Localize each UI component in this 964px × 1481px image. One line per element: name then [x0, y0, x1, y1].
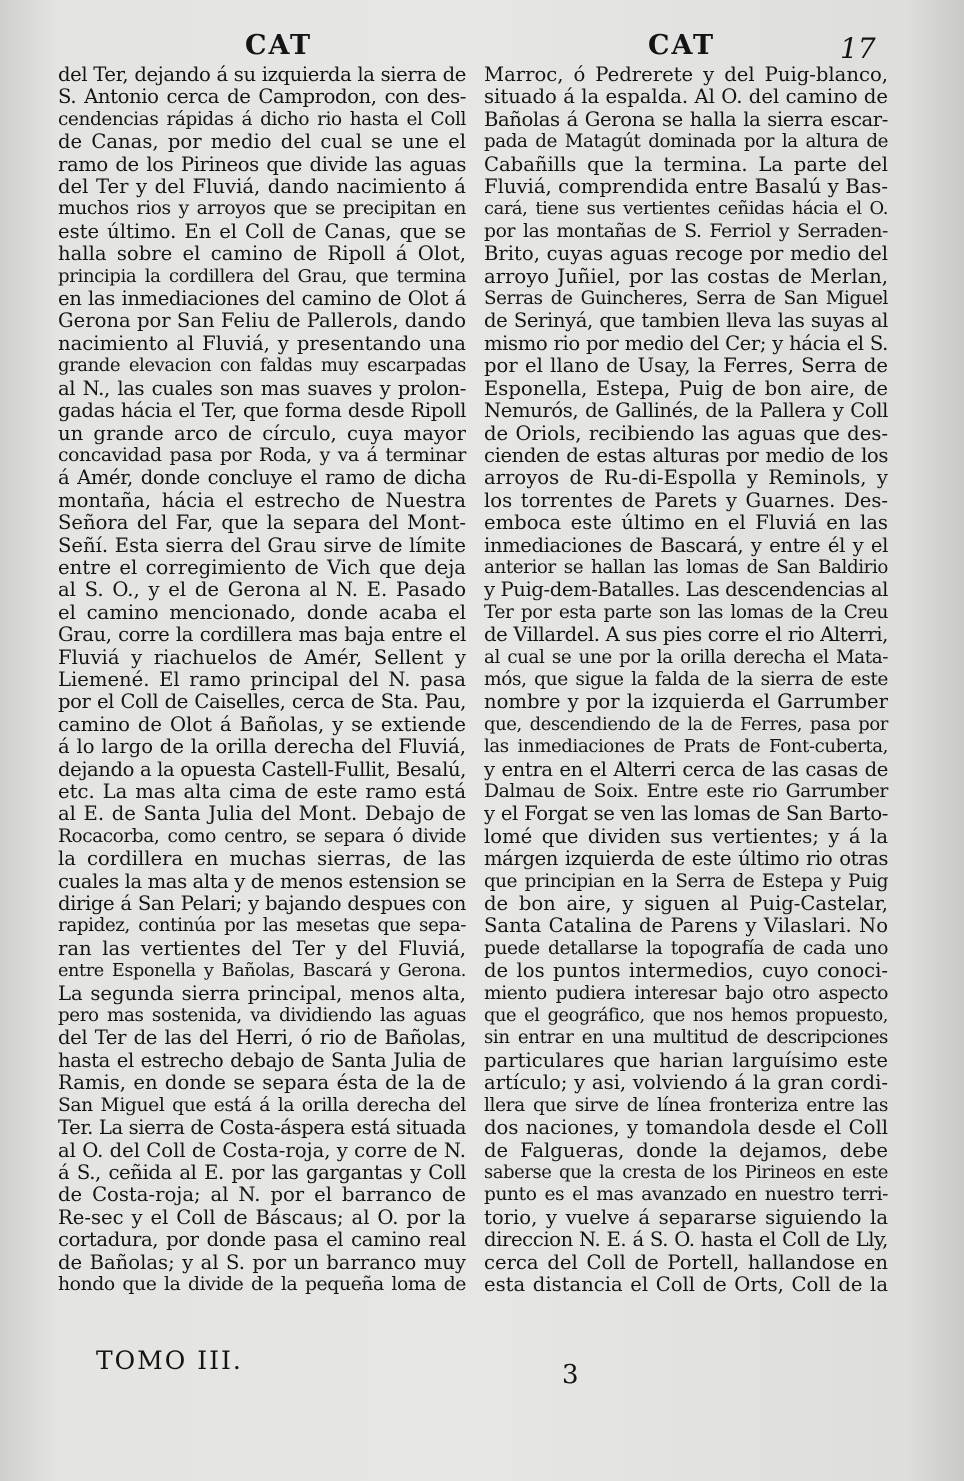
text-line: nacimiento al Fluviá, y presentando una — [58, 331, 466, 355]
text-line: emboca este último en el Fluviá en las — [484, 511, 888, 535]
text-line: camino de Olot á Bañolas, y se extiende — [58, 712, 466, 736]
text-line: de Falgueras, donde la dejamos, debe — [484, 1138, 888, 1162]
text-line: Ramis, en donde se separa ésta de la de — [58, 1071, 466, 1095]
text-line: la cordillera en muchas sierras, de las — [58, 847, 466, 871]
text-line: anterior se hallan las lomas de San Baldirio — [484, 556, 888, 578]
text-line: arroyo Juñiel, por las costas de Merlan, — [484, 264, 888, 288]
text-line: dos naciones, y tomandola desde el Coll — [484, 1116, 888, 1140]
text-line: al S. O., y el de Gerona al N. E. Pasado — [58, 578, 466, 602]
text-line: direccion N. E. á S. O. hasta el Coll de Lly, — [484, 1228, 888, 1252]
text-line: Señí. Esta sierra del Grau sirve de límite — [58, 533, 466, 557]
text-line: de Bañolas; y al S. por un barranco muy — [58, 1250, 466, 1274]
text-line: Ter por esta parte son las lomas de la Creu — [484, 601, 888, 623]
text-line: de los puntos intermedios, cuyo conoci- — [484, 959, 888, 983]
text-line: saberse que la cresta de los Pirineos en este — [484, 1161, 888, 1183]
running-head-right: CAT — [648, 30, 716, 61]
text-line: esta distancia el Coll de Orts, Coll de la — [484, 1272, 888, 1296]
text-line: entre el corregimiento de Vich que deja — [58, 555, 466, 579]
text-line: hasta el estrecho debajo de Santa Julia de — [58, 1048, 466, 1072]
text-line: grande elevacion con faldas muy escarpadas — [58, 355, 466, 377]
text-line: un grande arco de círculo, cuya mayor — [58, 421, 466, 445]
text-line: miento pudiera interesar bajo otro aspecto — [484, 982, 888, 1004]
text-line: Rocacorba, como centro, se separa ó divide — [58, 825, 466, 847]
text-line: el camino mencionado, donde acaba el — [58, 600, 466, 624]
text-line: de Canas, por medio del cual se une el — [58, 130, 466, 154]
text-line: Nemurós, de Gallinés, de la Pallera y Coll — [484, 399, 888, 423]
text-line: de Costa-roja; al N. por el barranco de — [58, 1183, 466, 1207]
text-line: al cual se une por la orilla derecha el Mata- — [484, 646, 888, 668]
text-line: de Serinyá, que tambien lleva las suyas al — [484, 309, 888, 333]
text-line: mismo rio por medio del Cer; y hácia el S. — [484, 331, 888, 355]
text-line: Re-sec y el Coll de Báscaus; al O. por la — [58, 1205, 466, 1229]
text-line: á Amér, donde concluye el ramo de dicha — [58, 466, 466, 490]
running-head-left: CAT — [245, 30, 313, 61]
text-line: principia la cordillera del Grau, que termina — [58, 265, 466, 287]
text-line: etc. La mas alta cima de este ramo está — [58, 780, 466, 803]
text-line: dejando a la opuesta Castell-Fullit, Besalú, — [58, 757, 466, 781]
text-line: dirige á San Pelari; y bajando despues con — [58, 892, 466, 916]
text-line: por el Coll de Caiselles, cerca de Sta. Pau, — [58, 690, 466, 714]
text-line: que principian en la Serra de Estepa y Puig — [484, 870, 888, 892]
text-line: Señora del Far, que la separa del Mont- — [58, 511, 466, 535]
text-line: Serras de Guincheres, Serra de San Miguel — [484, 288, 888, 310]
text-line: muchos rios y arroyos que se precipitan en — [58, 198, 466, 220]
text-line: cerca del Coll de Portell, hallandose en — [484, 1250, 888, 1274]
text-line: hondo que la divide de la pequeña loma de — [58, 1273, 466, 1295]
text-line: inmediaciones de Bascará, y entre él y el — [484, 533, 888, 557]
page-number: 17 — [840, 32, 876, 65]
text-line: que, descendiendo de la de Ferres, pasa por — [484, 713, 888, 735]
text-line: Brito, cuyas aguas recoge por medio del — [484, 242, 888, 266]
text-line: del Ter, dejando á su izquierda la sierra de — [58, 63, 466, 86]
text-line: Ter. La sierra de Costa-áspera está situada — [58, 1116, 466, 1140]
text-line: á S., ceñida al E. por las gargantas y Coll — [58, 1160, 466, 1184]
text-line: ramo de los Pirineos que divide las aguas — [58, 152, 466, 176]
text-line: Dalmau de Soix. Entre este rio Garrumber — [484, 781, 888, 802]
text-line: torio, y vuelve á separarse siguiendo la — [484, 1205, 888, 1229]
text-line: particulares que harian larguísimo este — [484, 1048, 888, 1072]
text-line: artículo; y asi, volviendo á la gran cordi- — [484, 1071, 888, 1095]
text-line: por el llano de Usay, la Ferres, Serra de — [484, 354, 888, 378]
text-line: este último. En el Coll de Canas, que se — [58, 219, 466, 243]
text-line: cuales la mas alta y de menos estension se — [58, 869, 466, 893]
text-line: rapidez, continúa por las mesetas que sepa- — [58, 915, 466, 937]
text-line: y el Forgat se ven las lomas de San Barto- — [484, 802, 888, 826]
text-line: de bon aire, y siguen al Puig-Castelar, — [484, 892, 888, 916]
text-line: Grau, corre la cordillera mas baja entre el — [58, 623, 466, 647]
text-line: S. Antonio cerca de Camprodon, con des- — [58, 85, 466, 109]
text-line: lomé que dividen sus vertientes; y á la — [484, 824, 888, 848]
left-column — [58, 64, 466, 1296]
text-line: del Ter de las del Herri, ó rio de Bañolas, — [58, 1026, 466, 1050]
text-line: Liemené. El ramo principal del N. pasa — [58, 667, 466, 691]
text-line: Bañolas á Gerona se halla la sierra escar- — [484, 107, 888, 131]
text-line: llera que sirve de línea fronteriza entre las — [484, 1094, 888, 1116]
text-line: pero mas sostenida, va dividiendo las aguas — [58, 1005, 466, 1027]
text-line: en las inmediaciones del camino de Olot á — [58, 287, 466, 311]
text-line: Marroc, ó Pedrerete y del Puig-blanco, — [484, 63, 888, 86]
text-line: Fluviá, comprendida entre Basalú y Bas- — [484, 175, 888, 199]
right-column — [484, 64, 888, 1296]
text-line: Fluviá y riachuelos de Amér, Sellent y — [58, 645, 466, 669]
text-line: sin entrar en una multitud de descripciones — [484, 1027, 888, 1049]
text-line: cienden de estas alturas por medio de los — [484, 443, 888, 467]
signature-mark: 3 — [562, 1360, 579, 1390]
text-line: de Villardel. A sus pies corre el rio Alterri, — [484, 623, 888, 647]
text-line: situado á la espalda. Al O. del camino de — [484, 85, 888, 109]
text-line: nombre y por la izquierda el Garrumber — [484, 690, 888, 714]
text-line: montaña, hácia el estrecho de Nuestra — [58, 488, 466, 512]
text-line: punto es el mas avanzado en nuestro terri- — [484, 1184, 888, 1206]
text-line: Gerona por San Feliu de Pallerols, dando — [58, 309, 466, 333]
text-line: ran las vertientes del Ter y del Fluviá, — [58, 936, 466, 960]
text-line: que el geográfico, que nos hemos propuesto, — [484, 1006, 888, 1027]
text-line: mós, que sigue la falda de la sierra de este — [484, 668, 888, 690]
text-line: y Puig-dem-Batalles. Las descendencias al — [484, 578, 889, 602]
text-line: márgen izquierda de este último rio otras — [484, 847, 888, 871]
volume-label: TOMO III. — [96, 1346, 243, 1375]
text-line: arroyos de Ru-di-Espolla y Reminols, y — [484, 466, 888, 490]
text-line: puede detallarse la topografía de cada uno — [484, 937, 888, 959]
text-line: cará, tiene sus vertientes ceñidas hácia el O. — [484, 198, 888, 220]
text-line: gadas hácia el Ter, que forma desde Ripoll — [58, 399, 466, 423]
text-line: las inmediaciones de Prats de Font-cuberta, — [484, 736, 888, 758]
text-line: cortadura, por donde pasa el camino real — [58, 1228, 466, 1252]
text-line: San Miguel que está á la orilla derecha del — [58, 1094, 466, 1116]
text-line: por las montañas de S. Ferriol y Serraden- — [484, 220, 888, 242]
text-line: Santa Catalina de Parens y Vilaslari. No — [484, 914, 888, 938]
text-line: los torrentes de Parets y Guarnes. Des- — [484, 488, 888, 512]
text-line: cendencias rápidas á dicho rio hasta el Coll — [58, 108, 466, 130]
text-line: del Ter y del Fluviá, dando nacimiento á — [58, 175, 466, 199]
text-line: pada de Matagút dominada por la altura de — [484, 131, 888, 153]
text-line: de Oriols, recibiendo las aguas que des- — [484, 421, 888, 445]
text-line: Cabañills que la termina. La parte del — [484, 152, 888, 176]
text-line: al N., las cuales son mas suaves y prolon- — [58, 376, 466, 400]
text-line: concavidad pasa por Roda, y va á terminar — [58, 444, 466, 466]
text-line: Esponella, Estepa, Puig de bon aire, de — [484, 376, 888, 400]
text-line: y entra en el Alterri cerca de las casas de — [484, 757, 888, 781]
text-line: al O. del Coll de Costa-roja, y corre de N. — [58, 1138, 466, 1162]
text-line: halla sobre el camino de Ripoll á Olot, — [58, 242, 466, 266]
text-line: á lo largo de la orilla derecha del Fluviá, — [58, 735, 466, 759]
text-line: La segunda sierra principal, menos alta, — [58, 981, 466, 1005]
text-line: al E. de Santa Julia del Mont. Debajo de — [58, 802, 466, 826]
text-line: entre Esponella y Bañolas, Bascará y Gerona. — [58, 961, 466, 982]
